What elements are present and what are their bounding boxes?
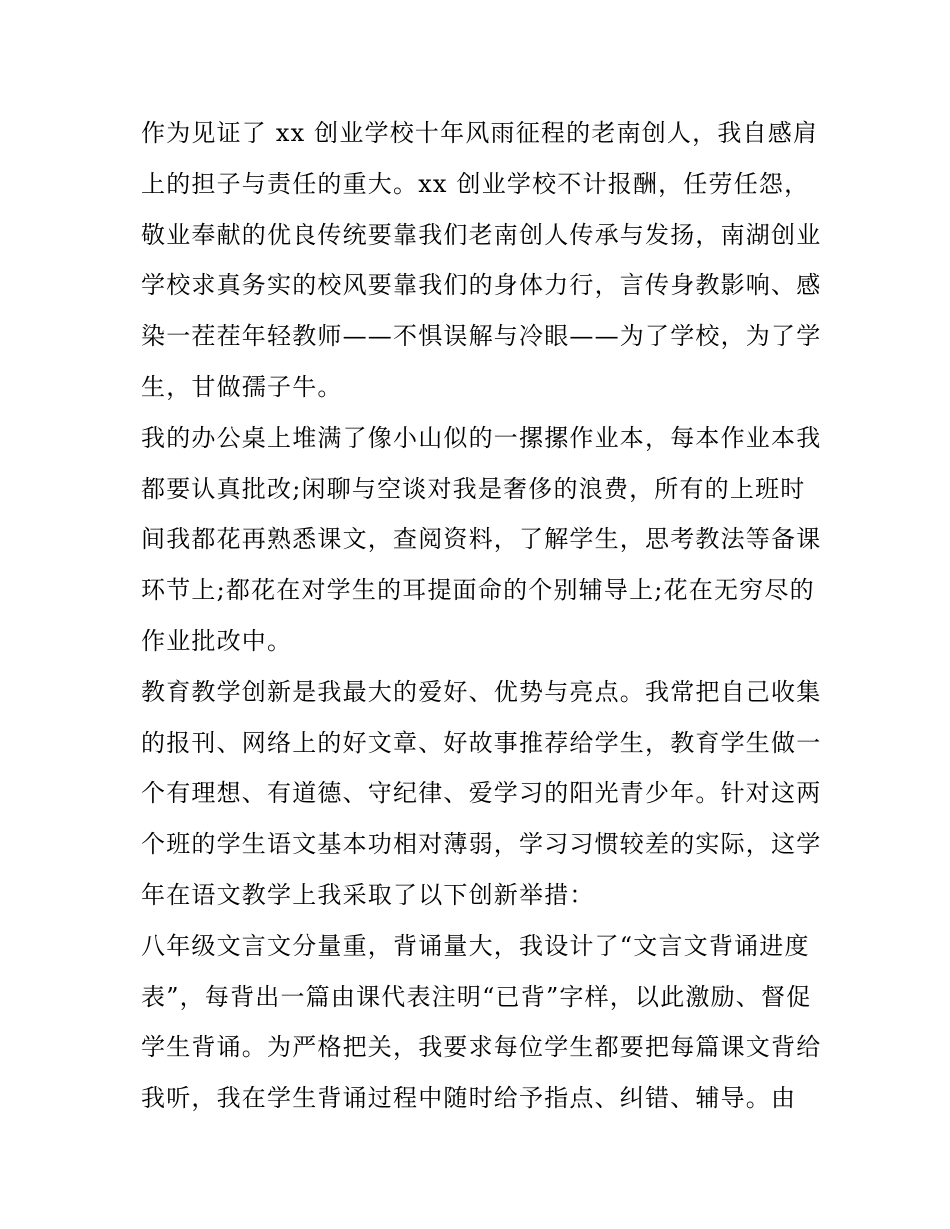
text-line: 学校求真务实的校风要靠我们的身体力行，言传身教影响、感 (141, 271, 822, 300)
text-line: 八年级文言文分量重，背诵量大，我设计了“文言文背诵进度 (141, 931, 810, 960)
text-line: 作业批改中。 (141, 626, 293, 655)
text-line: 学生背诵。为严格把关，我要求每位学生都要把每篇课文背给 (141, 1033, 822, 1062)
text-line: 环节上;都花在对学生的耳提面命的个别辅导上;花在无穷尽的 (141, 576, 815, 605)
text-line: 年在语文教学上我采取了以下创新举措： (141, 880, 595, 909)
document-body (141, 108, 821, 1124)
text-line: 作为见证了 xx 创业学校十年风雨征程的老南创人，我自感肩 (141, 119, 819, 147)
text-line: 间我都花再熟悉课文，查阅资料，了解学生，思考教法等备课 (141, 525, 822, 554)
text-line: 染一茬茬年轻教师——不惧误解与冷眼——为了学校，为了学 (141, 322, 822, 351)
text-line: 个班的学生语文基本功相对薄弱，学习习惯较差的实际，这学 (141, 830, 822, 859)
text-line: 我听，我在学生背诵过程中随时给予指点、纠错、辅导。由 (141, 1084, 797, 1113)
text-line: 都要认真批改;闲聊与空谈对我是奢侈的浪费，所有的上班时 (141, 474, 806, 503)
text-line: 上的担子与责任的重大。xx 创业学校不计报酬，任劳任怨， (141, 169, 810, 198)
text-line: 个有理想、有道德、守纪律、爱学习的阳光青少年。针对这两 (141, 779, 822, 808)
text-line: 我的办公桌上堆满了像小山似的一摞摞作业本，每本作业本我 (141, 423, 822, 452)
text-line: 教育教学创新是我最大的爱好、优势与亮点。我常把自己收集 (141, 677, 822, 706)
text-line: 的报刊、网络上的好文章、好故事推荐给学生，教育学生做一 (141, 728, 822, 757)
text-line: 生，甘做孺子牛。 (141, 372, 343, 401)
text-line: 敬业奉献的优良传统要靠我们老南创人传承与发扬，南湖创业 (141, 220, 822, 249)
text-line: 表”，每背出一篇由课代表注明“已背”字样，以此激励、督促 (141, 982, 812, 1011)
